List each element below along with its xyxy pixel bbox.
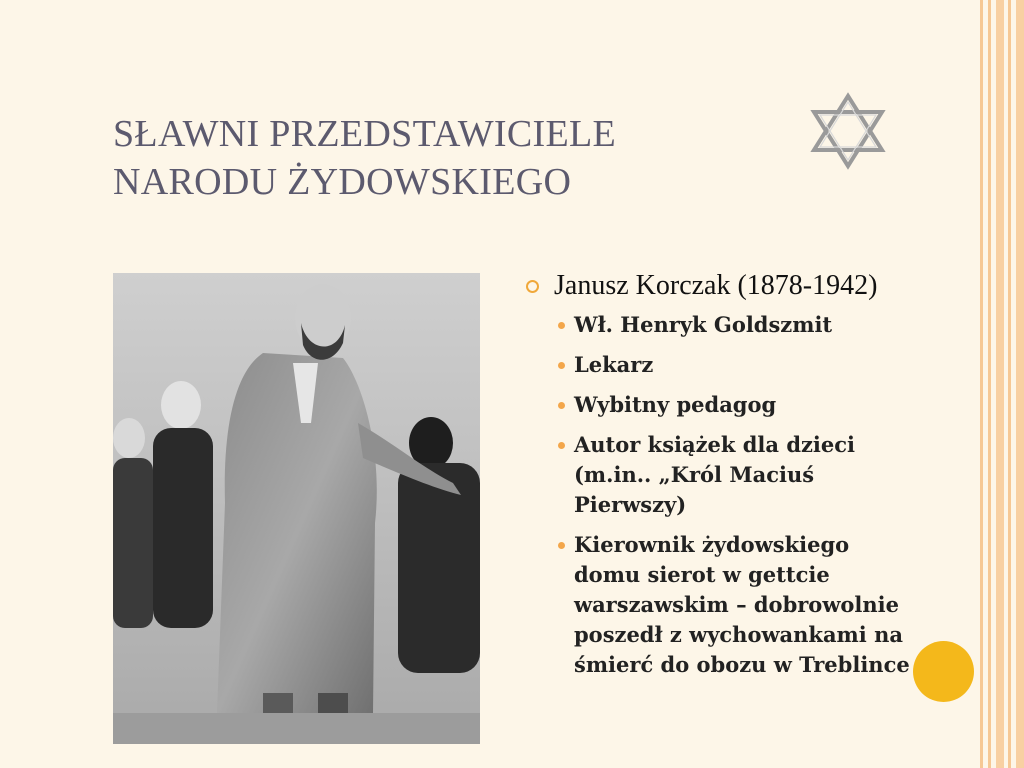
list-item-line: (m.in.. „Król Maciuś bbox=[574, 462, 815, 487]
bullet-heading bbox=[522, 266, 980, 306]
decor-stripe bbox=[1008, 0, 1011, 768]
list-item bbox=[522, 350, 980, 380]
list-item-line: Autor książek dla dzieci bbox=[574, 432, 856, 457]
decor-circle bbox=[913, 641, 974, 702]
list-item-line: Wybitny pedagog bbox=[574, 392, 777, 417]
dot-bullet-icon bbox=[558, 362, 565, 369]
decor-stripe bbox=[1016, 0, 1024, 768]
janusz-korczak-photo bbox=[113, 273, 480, 744]
dot-bullet-icon bbox=[558, 542, 565, 549]
slide-title-line-2: NARODU ŻYDOWSKIEGO bbox=[113, 161, 572, 203]
ring-bullet-icon bbox=[526, 280, 539, 293]
list-item bbox=[522, 530, 980, 680]
list-item-line: Lekarz bbox=[574, 352, 654, 377]
heading-text: Janusz Korczak (1878-1942) bbox=[554, 270, 878, 301]
list-item bbox=[522, 310, 980, 340]
list-item-line: Wł. Henryk Goldszmit bbox=[574, 312, 833, 337]
slide-title-line-1: SŁAWNI PRZEDSTAWICIELE bbox=[113, 113, 617, 155]
list-item-line: Pierwszy) bbox=[574, 492, 687, 517]
star-of-david-icon bbox=[808, 92, 888, 170]
list-item-line: Kierownik żydowskiego bbox=[574, 532, 850, 557]
content-block bbox=[522, 266, 980, 690]
list-item-line: domu sierot w gettcie bbox=[574, 562, 830, 587]
list-item-line: warszawskim – dobrowolnie bbox=[574, 592, 899, 617]
dot-bullet-icon bbox=[558, 322, 565, 329]
dot-bullet-icon bbox=[558, 402, 565, 409]
decor-stripe bbox=[980, 0, 983, 768]
list-item bbox=[522, 390, 980, 420]
sub-bullet-list bbox=[522, 310, 980, 680]
list-item-line: poszedł z wychowankami na bbox=[574, 622, 903, 647]
dot-bullet-icon bbox=[558, 442, 565, 449]
decor-stripe bbox=[988, 0, 991, 768]
decor-stripe bbox=[996, 0, 1004, 768]
list-item bbox=[522, 430, 980, 520]
list-item-line: śmierć do obozu w Treblince bbox=[574, 652, 910, 677]
slide-title bbox=[113, 110, 773, 206]
